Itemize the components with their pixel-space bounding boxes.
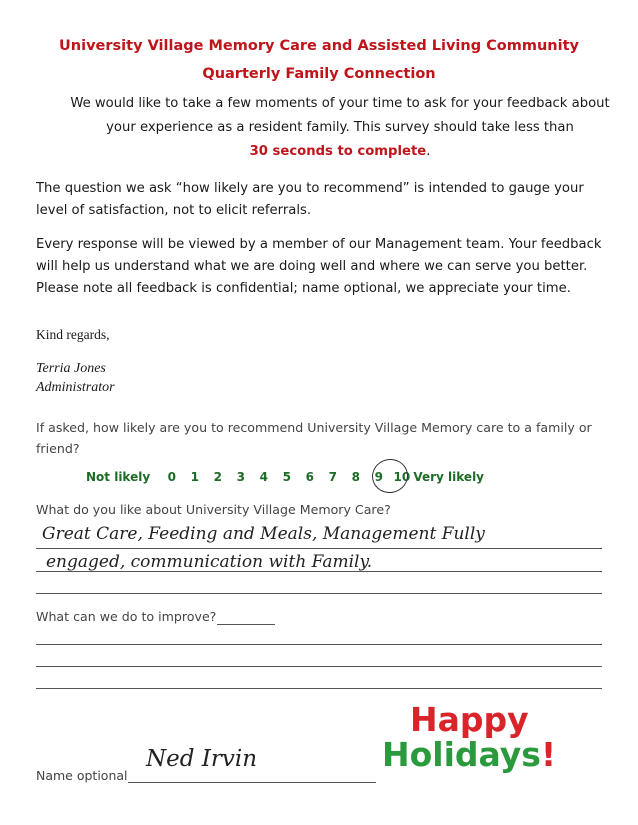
intro-highlight: 30 seconds to complete xyxy=(249,144,427,159)
improve-question: What can we do to improve? xyxy=(36,609,217,624)
likelihood-scale xyxy=(86,470,484,484)
scale-option-10[interactable]: 10 xyxy=(393,470,411,484)
closing-text: Kind regards, xyxy=(36,327,110,342)
answer-line-2[interactable] xyxy=(36,571,602,572)
scale-option-9[interactable]: 9 xyxy=(374,470,384,484)
intro-paragraph xyxy=(60,92,620,164)
improve-line-3[interactable] xyxy=(36,688,602,689)
intro-end: . xyxy=(426,144,431,159)
like-question: What do you like about University Village Memory Care? xyxy=(36,502,391,517)
improve-inline-line[interactable] xyxy=(217,624,275,625)
scale-option-5[interactable]: 5 xyxy=(282,470,292,484)
scale-option-1[interactable]: 1 xyxy=(190,470,200,484)
scale-low-label: Not likely xyxy=(86,470,151,484)
scale-option-0[interactable]: 0 xyxy=(167,470,177,484)
improve-line-1[interactable] xyxy=(36,644,602,645)
signature-name: Terria Jones xyxy=(36,361,106,376)
holiday-exclaim: ! xyxy=(540,735,557,774)
scale-option-6[interactable]: 6 xyxy=(305,470,315,484)
scale-option-3[interactable]: 3 xyxy=(236,470,246,484)
scale-option-2[interactable]: 2 xyxy=(213,470,223,484)
like-answer-line2: engaged, communication with Family. xyxy=(46,552,373,572)
scale-high-label: Very likely xyxy=(413,470,485,484)
name-line[interactable] xyxy=(128,782,376,783)
recommend-question: If asked, how likely are you to recommend University Village Memory care to a family or friend? xyxy=(36,420,592,456)
holiday-happy: Happy xyxy=(410,700,529,739)
scale-option-8[interactable]: 8 xyxy=(351,470,361,484)
purpose-paragraph: The question we ask “how likely are you to recommend” is intended to gauge your level of satisfaction, not to elicit referrals. xyxy=(36,181,584,218)
improve-line-2[interactable] xyxy=(36,666,602,667)
survey-subtitle: Quarterly Family Connection xyxy=(202,66,436,82)
scale-option-7[interactable]: 7 xyxy=(328,470,338,484)
name-optional-label: Name optional xyxy=(36,768,128,783)
selected-score-circle xyxy=(369,456,411,497)
holiday-holidays-word: Holidays xyxy=(382,735,541,774)
confidential-paragraph: Every response will be viewed by a member of our Management team. Your feedback will help us understand what we are doing well and where we can serve you better. Please note all feedback is confidential; name optional, we appreciate your time. xyxy=(36,237,602,296)
name-value: Ned Irvin xyxy=(146,746,258,772)
signature-title: Administrator xyxy=(36,380,115,395)
like-answer-line1: Great Care, Feeding and Meals, Management Fully xyxy=(42,524,485,544)
answer-line-1[interactable] xyxy=(36,548,602,549)
scale-option-4[interactable]: 4 xyxy=(259,470,269,484)
survey-title: University Village Memory Care and Assisted Living Community xyxy=(59,38,579,54)
answer-line-3[interactable] xyxy=(36,593,602,594)
intro-text: We would like to take a few moments of your time to ask for your feedback about your experience as a resident family. This survey should take less than xyxy=(70,96,610,135)
